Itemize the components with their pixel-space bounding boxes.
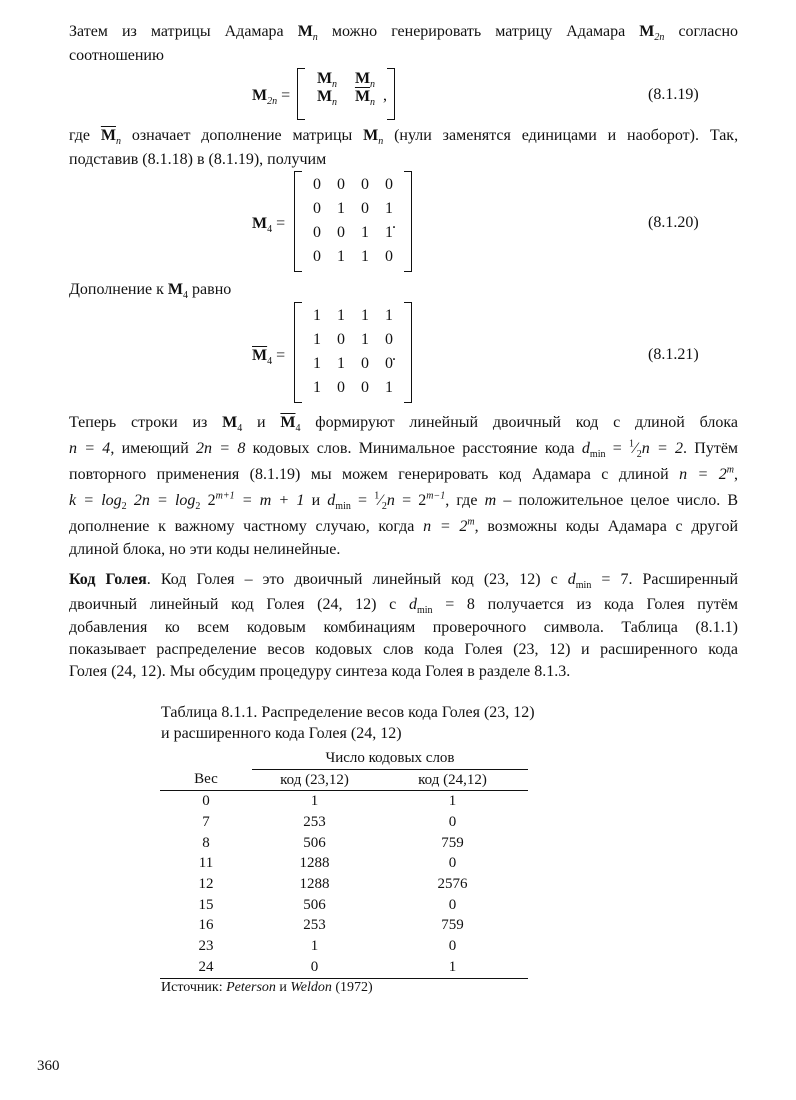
table-row: [160, 833, 528, 854]
table-cell: 2576: [437, 875, 468, 892]
matrix-cell: 1: [385, 379, 393, 396]
eq21-tail: .: [392, 347, 396, 364]
matrix-cell: 1: [361, 331, 369, 348]
matrix-cell: 1: [313, 331, 321, 348]
matrix-row: [305, 304, 401, 328]
table-cell: 12: [198, 875, 214, 892]
table-cell: 1288: [299, 875, 330, 892]
matrix-cell: 1: [361, 307, 369, 324]
matrix-cell: 1: [361, 224, 369, 241]
table-cell: 0: [448, 896, 457, 913]
table-cell: 16: [198, 917, 214, 934]
matrix-cell: 1: [385, 224, 393, 241]
table-cell: 1: [310, 793, 319, 810]
matrix-cell: 1: [337, 307, 345, 324]
eq20-tail: .: [392, 215, 396, 232]
table-cell: 253: [303, 917, 326, 934]
table-cell: 8: [202, 834, 210, 851]
matrix-cell: 0: [313, 248, 321, 265]
matrix-cell: 0: [361, 176, 369, 193]
matrix-cell: 0: [337, 379, 345, 396]
matrix-cell: 0: [385, 176, 393, 193]
table-cell: 11: [198, 855, 214, 872]
table-caption-line-2: и расширенного кода Голея (24, 12): [161, 725, 402, 742]
table-cell: 0: [310, 958, 319, 975]
table-cell: 1: [310, 938, 319, 955]
table-cell: 506: [303, 896, 326, 913]
paragraph-5-line-3: добавления ко всем кодовым комбинациям проверочного символа. Таблица (8.1.1): [69, 619, 738, 636]
table-cell: 0: [448, 855, 457, 872]
table-cell: 506: [303, 834, 326, 851]
golay-heading: Код Голея: [69, 571, 147, 588]
paragraph-1-line-1: Затем из матрицы Адамара $M_n$ можно генерировать матрицу Адамара $M_{2n}$ согласно: [69, 23, 739, 44]
eq19-lhs: $M_{2n}$ =: [252, 87, 291, 108]
paragraph-2-line-2: подставив (8.1.18) в (8.1.19), получим: [69, 151, 327, 168]
matrix-row: [305, 197, 401, 221]
weight-distribution-table: [160, 748, 528, 979]
matrix-cell: 0: [313, 200, 321, 217]
matrix-row: [305, 221, 401, 245]
matrix-row: [305, 245, 401, 269]
eq20-number: (8.1.20): [648, 214, 699, 231]
eq19-tail: ,: [383, 87, 387, 104]
eq20-lhs: $M_4$ =: [252, 215, 286, 236]
table-row: [160, 936, 528, 957]
table-row: [160, 812, 528, 833]
paragraph-4-line-6: длиной блока, но эти коды нелинейные.: [69, 541, 341, 558]
eq21-number: (8.1.21): [648, 346, 699, 363]
paragraph-4-line-3: повторного применения (8.1.19) мы можем генерировать код Адамара с длиной $n = 2^m$,: [69, 464, 739, 483]
matrix-cell: 0: [361, 200, 369, 217]
table-row: [160, 957, 528, 978]
table-caption-line-1: Таблица 8.1.1. Распределение весов кода Голея (23, 12): [161, 704, 535, 721]
table-cell: 0: [448, 813, 457, 830]
col-header-23: код (23,12): [280, 771, 349, 788]
matrix-row: [305, 376, 401, 400]
matrix-cell: 0: [337, 331, 345, 348]
table-row: [160, 874, 528, 895]
group-header: Число кодовых слов: [252, 748, 528, 769]
table-cell: 15: [198, 896, 214, 913]
matrix-cell: 0: [385, 355, 393, 372]
table-source: Источник: Peterson и Weldon (1972): [161, 980, 373, 995]
paragraph-3: Дополнение к $M_4$ равно: [69, 281, 232, 302]
matrix-row: [305, 173, 401, 197]
eq19-number: (8.1.19): [648, 86, 699, 103]
paragraph-5-line-4: показывает распределение весов кодовых слов кода Голея (23, 12) и расширенного кода: [69, 641, 738, 658]
matrix-cell: 0: [385, 331, 393, 348]
table-cell: 1288: [299, 855, 330, 872]
col-header-24: код (24,12): [418, 771, 487, 788]
col-header-weight: Вес: [194, 771, 218, 788]
matrix-cell: 1: [337, 248, 345, 265]
table-cell: 0: [448, 938, 457, 955]
paragraph-4-line-2: n = 4, имеющий 2n = 8 кодовых слов. Минимальное расстояние кода $d_{min}$ = $^1⁄_2n = 2$. Путём: [69, 438, 739, 461]
table-cell: 0: [202, 793, 210, 810]
paragraph-4-line-5: дополнение к важному частному случаю, когда $n = 2^m$, возможны коды Адамара с другой: [69, 516, 739, 535]
paragraph-4-line-1: Теперь строки из $M_4$ и $\overline{M}_4$ формируют линейный двоичный код с длиной блока: [69, 414, 739, 435]
table-row: [160, 791, 528, 812]
matrix-row: [305, 328, 401, 352]
matrix-cell: 1: [385, 200, 393, 217]
table-cell: 1: [448, 958, 457, 975]
matrix-cell: 1: [313, 355, 321, 372]
table-row: [160, 916, 528, 937]
table-cell: 24: [198, 958, 214, 975]
matrix-cell: 1: [385, 307, 393, 324]
eq21-lhs: $\overline{M}_4$ =: [252, 347, 286, 368]
matrix-cell: 0: [313, 224, 321, 241]
paragraph-5-line-1: Код Голея. Код Голея – это двоичный линейный код (23, 12) с $d_{min} = 7$. Расширенный: [69, 571, 739, 592]
paragraph-5-line-5: Голея (24, 12). Мы обсудим процедуру синтеза кода Голея в разделе 8.1.3.: [69, 663, 571, 680]
table-cell: 759: [441, 834, 464, 851]
matrix-cell: 1: [313, 379, 321, 396]
matrix-cell: 1: [313, 307, 321, 324]
matrix-cell: 1: [361, 248, 369, 265]
table-cell: 7: [202, 813, 210, 830]
matrix-cell: 0: [361, 379, 369, 396]
table-cell: 23: [198, 938, 214, 955]
table-row: [160, 853, 528, 874]
table-cell: 759: [441, 917, 464, 934]
matrix-cell: 0: [337, 176, 345, 193]
matrix-cell: 0: [361, 355, 369, 372]
eq19-matrix: $M_n$ $M_n$ $M_n$ $\overline{M}_n$: [297, 68, 395, 120]
table-row: [160, 895, 528, 916]
paragraph-4-line-4: $k = \log_2 2n = \log_2 2^{m+1} = m + 1$ и $d_{min}$ = $^1⁄_2n = 2^{m-1}$, где m – положительное целое число. В: [69, 490, 739, 513]
matrix-row: [305, 352, 401, 376]
table-cell: 253: [303, 813, 326, 830]
page-number: 360: [37, 1058, 60, 1074]
matrix-cell: 1: [337, 200, 345, 217]
matrix-cell: 0: [313, 176, 321, 193]
table-cell: 1: [448, 793, 457, 810]
paragraph-5-line-2: двоичный линейный код Голея (24, 12) с $d_{min} = 8$ получается из кода Голея путём: [69, 596, 739, 617]
paragraph-2-line-1: где $\overline{M}_n$ означает дополнение матрицы $M_n$ (нули заменятся единицами и наоборот). Так,: [69, 127, 739, 148]
table-caption: [161, 702, 535, 744]
paragraph-1-line-2: соотношению: [69, 47, 164, 64]
matrix-cell: 1: [337, 355, 345, 372]
matrix-cell: 0: [337, 224, 345, 241]
matrix-cell: 0: [385, 248, 393, 265]
